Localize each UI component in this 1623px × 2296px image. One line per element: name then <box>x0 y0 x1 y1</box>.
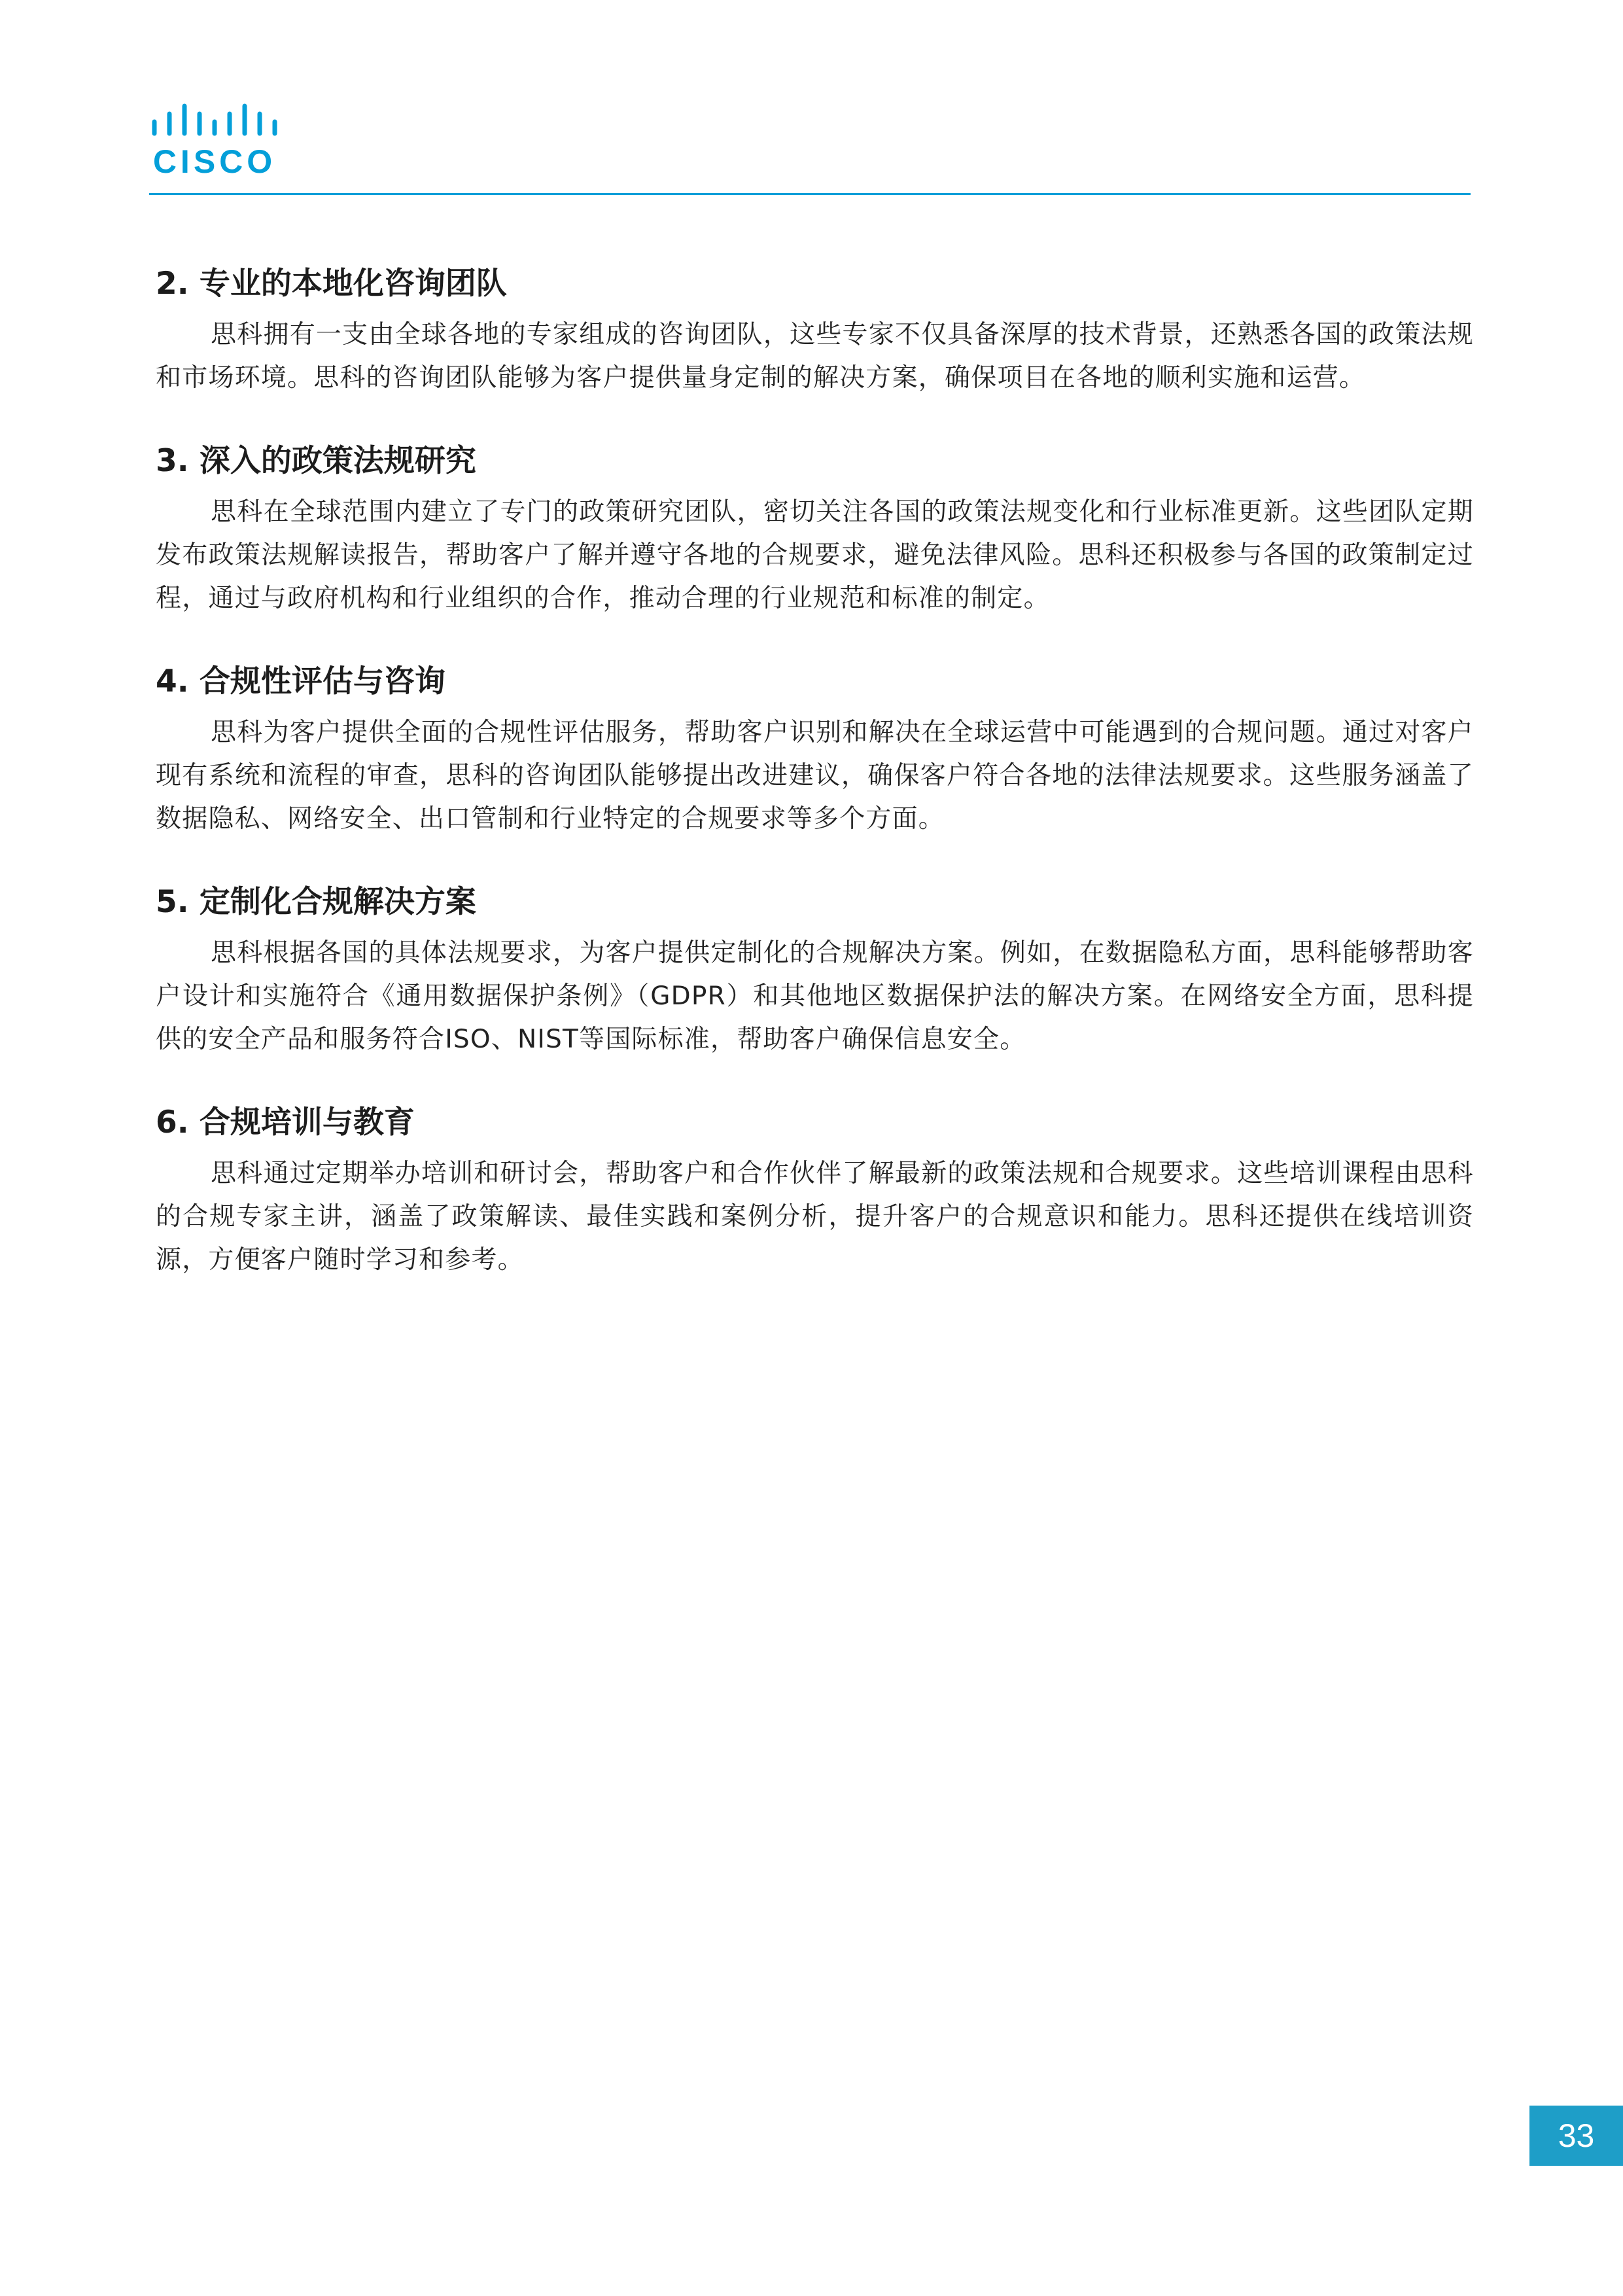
section-paragraph: 思科在全球范围内建立了专门的政策研究团队，密切关注各国的政策法规变化和行业标准更新。这些团队定期发布政策法规解读报告，帮助客户了解并遵守各地的合规要求，避免法律风险。思科还积极参与各国的政策制定过程，通过与政府机构和行业组织的合作，推动合理的行业规范和标准的制定。 <box>156 497 1474 613</box>
section-heading: 4. 合规性评估与咨询 <box>156 663 445 699</box>
section-heading: 5. 定制化合规解决方案 <box>156 884 476 920</box>
logo-wordmark: CISCO <box>152 143 277 180</box>
section-paragraph: 思科通过定期举办培训和研讨会，帮助客户和合作伙伴了解最新的政策法规和合规要求。这些培训课程由思科的合规专家主讲，涵盖了政策解读、最佳实践和案例分析，提升客户的合规意识和能力。思科还提供在线培训资源，方便客户随时学习和参考。 <box>156 1159 1474 1275</box>
document-body <box>156 258 1474 1318</box>
section-heading: 2. 专业的本地化咨询团队 <box>156 266 507 302</box>
header-divider <box>149 193 1471 195</box>
section-paragraph: 思科拥有一支由全球各地的专家组成的咨询团队，这些专家不仅具备深厚的技术背景，还熟悉各国的政策法规和市场环境。思科的咨询团队能够为客户提供量身定制的解决方案，确保项目在各地的顺利实施和运营。 <box>156 320 1474 393</box>
section-training <box>156 1097 1474 1282</box>
section-heading: 6. 合规培训与教育 <box>156 1104 415 1140</box>
section-custom-solutions <box>156 877 1474 1061</box>
cisco-logo <box>149 103 280 179</box>
section-compliance-assessment <box>156 656 1474 841</box>
page-number-badge: 33 <box>1529 2106 1623 2166</box>
section-heading: 3. 深入的政策法规研究 <box>156 443 476 479</box>
section-paragraph: 思科根据各国的具体法规要求，为客户提供定制化的合规解决方案。例如，在数据隐私方面，思科能够帮助客户设计和实施符合《通用数据保护条例》（GDPR）和其他地区数据保护法的解决方案。在网络安全方面，思科提供的安全产品和服务符合ISO、NIST等国际标准，帮助客户确保信息安全。 <box>156 938 1474 1054</box>
section-consulting-team <box>156 258 1474 400</box>
section-paragraph: 思科为客户提供全面的合规性评估服务，帮助客户识别和解决在全球运营中可能遇到的合规问题。通过对客户现有系统和流程的审查，思科的咨询团队能够提出改进建议，确保客户符合各地的法律法规要求。这些服务涵盖了数据隐私、网络安全、出口管制和行业特定的合规要求等多个方面。 <box>156 718 1474 834</box>
cisco-bridge-icon <box>149 103 280 143</box>
section-policy-research <box>156 436 1474 620</box>
